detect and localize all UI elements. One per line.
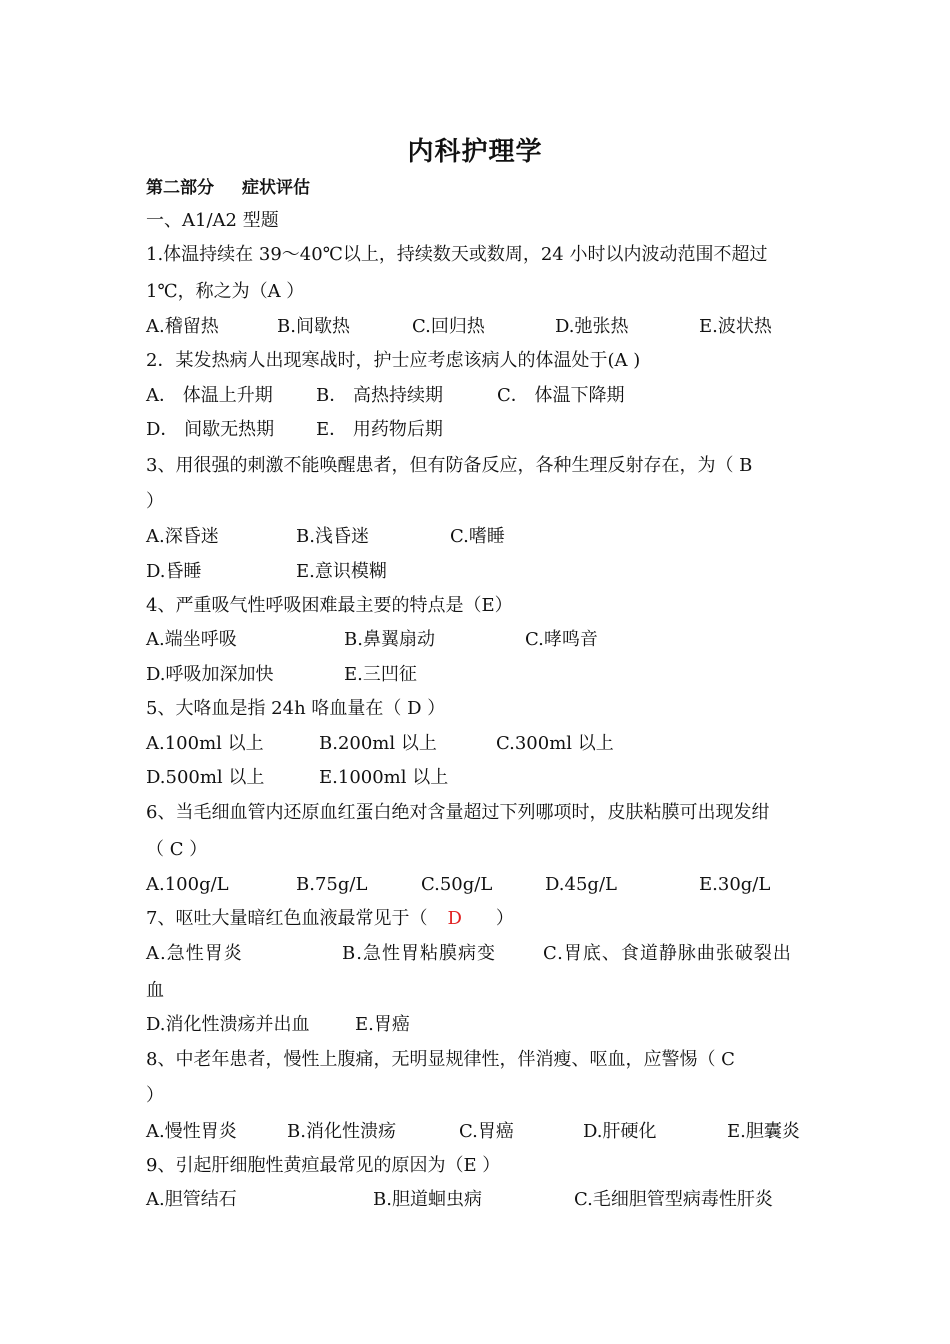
stem-answer: D <box>447 908 462 929</box>
question-stem <box>146 907 514 931</box>
stem-text: 7、呕吐大量暗红色血液最常见于（ <box>146 908 428 929</box>
answer-option: A． 体温上升期 <box>146 385 273 406</box>
answer-option: E.30g/L <box>699 874 771 895</box>
answer-option: D． 间歇无热期 <box>146 419 275 440</box>
answer-option: E.胆囊炎 <box>727 1121 800 1142</box>
answer-option: D.消化性溃疡并出血 <box>146 1014 310 1035</box>
answer-option: C.嗜睡 <box>450 526 505 547</box>
answer-option: A.100g/L <box>146 874 229 895</box>
question-stem: 1℃，称之为（A ） <box>146 281 305 302</box>
question-stem: 9、引起肝细胞性黄疸最常见的原因为（E ） <box>146 1155 501 1176</box>
answer-option: B.急性胃粘膜病变 <box>342 943 496 964</box>
answer-option: A.胆管结石 <box>146 1189 237 1210</box>
section-heading <box>146 176 310 200</box>
question-stem: 6、当毛细血管内还原血红蛋白绝对含量超过下列哪项时，皮肤粘膜可出现发绀 <box>146 802 770 823</box>
question-stem: 1.体温持续在 39～40℃以上，持续数天或数周，24 小时以内波动范围不超过 <box>146 244 768 265</box>
answer-option-continued: 血 <box>146 980 164 1001</box>
answer-option: A.急性胃炎 <box>146 943 243 964</box>
answer-option: C.300ml 以上 <box>496 733 614 754</box>
answer-option: A.深昏迷 <box>146 526 219 547</box>
document-title: 内科护理学 <box>407 137 543 167</box>
answer-option: E.波状热 <box>699 316 772 337</box>
answer-option: D.弛张热 <box>555 316 629 337</box>
section-name: 症状评估 <box>242 178 310 198</box>
answer-option: A.100ml 以上 <box>146 733 264 754</box>
answer-option: E． 用药物后期 <box>316 419 443 440</box>
question-stem: ） <box>146 491 164 512</box>
answer-option: A.端坐呼吸 <box>146 629 237 650</box>
stem-text: ） <box>495 908 514 929</box>
answer-option: B.消化性溃疡 <box>287 1121 396 1142</box>
answer-option: B.胆道蛔虫病 <box>373 1189 482 1210</box>
answer-option: C.50g/L <box>421 874 493 895</box>
answer-option: C.胃癌 <box>459 1121 514 1142</box>
question-stem: ） <box>146 1085 164 1106</box>
answer-option: D.呼吸加深加快 <box>146 664 274 685</box>
answer-option: D.500ml 以上 <box>146 767 265 788</box>
answer-option: E.1000ml 以上 <box>319 767 449 788</box>
answer-option: E.三凹征 <box>344 664 417 685</box>
answer-option: B.200ml 以上 <box>319 733 437 754</box>
answer-option: D.昏睡 <box>146 561 202 582</box>
answer-option: B． 高热持续期 <box>316 385 443 406</box>
answer-option: B.鼻翼扇动 <box>344 629 435 650</box>
answer-option: D.肝硬化 <box>583 1121 657 1142</box>
answer-option: B.间歇热 <box>277 316 350 337</box>
question-stem: 5、大咯血是指 24h 咯血量在（ D ） <box>146 698 446 719</box>
answer-option: B.75g/L <box>296 874 368 895</box>
answer-option: B.浅昏迷 <box>296 526 369 547</box>
answer-option: C． 体温下降期 <box>497 385 625 406</box>
answer-option: C.胃底、食道静脉曲张破裂出 <box>543 943 792 964</box>
question-stem: 4、严重吸气性呼吸困难最主要的特点是（E） <box>146 595 513 616</box>
answer-option: C.哮鸣音 <box>525 629 598 650</box>
answer-option: C.毛细胆管型病毒性肝炎 <box>574 1189 773 1210</box>
question-stem: （ C ） <box>146 839 208 860</box>
answer-option: E.胃癌 <box>355 1014 410 1035</box>
question-stem: 2．某发热病人出现寒战时，护士应考虑该病人的体温处于(A ) <box>146 350 641 371</box>
question-stem: 8、中老年患者，慢性上腹痛，无明显规律性，伴消瘦、呕血，应警惕（ C <box>146 1049 735 1070</box>
section-part: 第二部分 <box>146 178 214 198</box>
answer-option: C.回归热 <box>412 316 485 337</box>
answer-option: E.意识模糊 <box>296 561 387 582</box>
answer-option: D.45g/L <box>545 874 617 895</box>
answer-option: A.慢性胃炎 <box>146 1121 237 1142</box>
question-stem: 3、用很强的刺激不能唤醒患者，但有防备反应，各种生理反射存在，为（ B <box>146 455 753 476</box>
question-type-header: 一、A1/A2 型题 <box>146 210 279 231</box>
answer-option: A.稽留热 <box>146 316 219 337</box>
